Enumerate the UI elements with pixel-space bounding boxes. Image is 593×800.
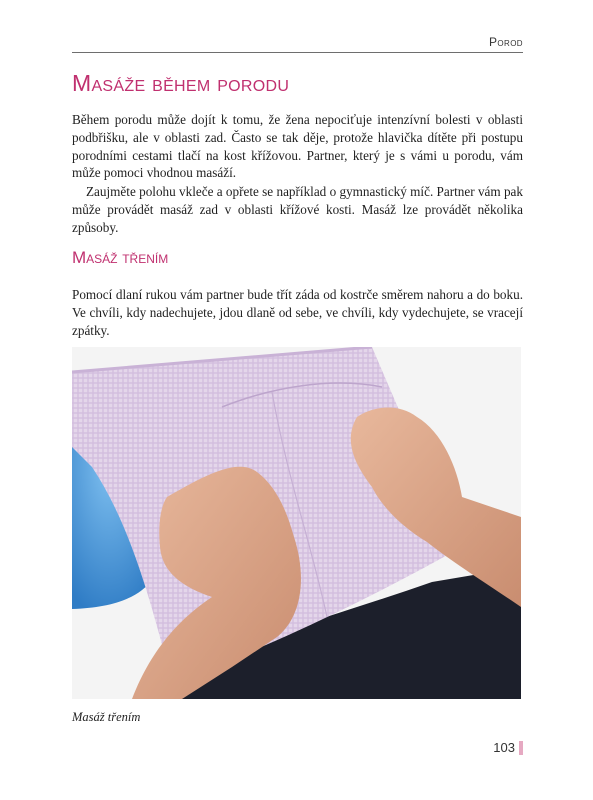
page-number: 103 [493, 740, 515, 755]
running-head: Porod [488, 35, 523, 49]
page-marker [519, 741, 523, 755]
section-paragraph: Pomocí dlaní rukou vám partner bude třít záda od kostrče směrem nahoru a do boku. Ve chvíli, kdy nadechujete, jdou dlaně od sebe, ve chvíli, kdy vydechujete, se vracejí zpátky. [72, 287, 523, 338]
intro-paragraph: Během porodu může dojít k tomu, že žena nepociťuje intenzívní bolesti v oblasti podbřišku, ale v oblasti zad. Často se tak děje, protože hlavička dítěte při postupu porodními cestami tlačí na kost křížovou. Partner, který je s vámi u porodu, vám může pomoci vhodnou masáží. [72, 112, 523, 181]
chapter-title: Masáže během porodu [72, 70, 290, 96]
header-rule [72, 52, 523, 53]
photo-caption: Masáž třením [72, 710, 141, 724]
position-paragraph: Zaujměte polohu vkleče a opřete se například o gymnastický míč. Partner vám pak může provádět masáž zad v oblasti křížové kosti. Masáž lze provádět několika způsoby. [72, 184, 523, 235]
section-title: Masáž třením [72, 248, 169, 267]
massage-photo [72, 347, 521, 699]
